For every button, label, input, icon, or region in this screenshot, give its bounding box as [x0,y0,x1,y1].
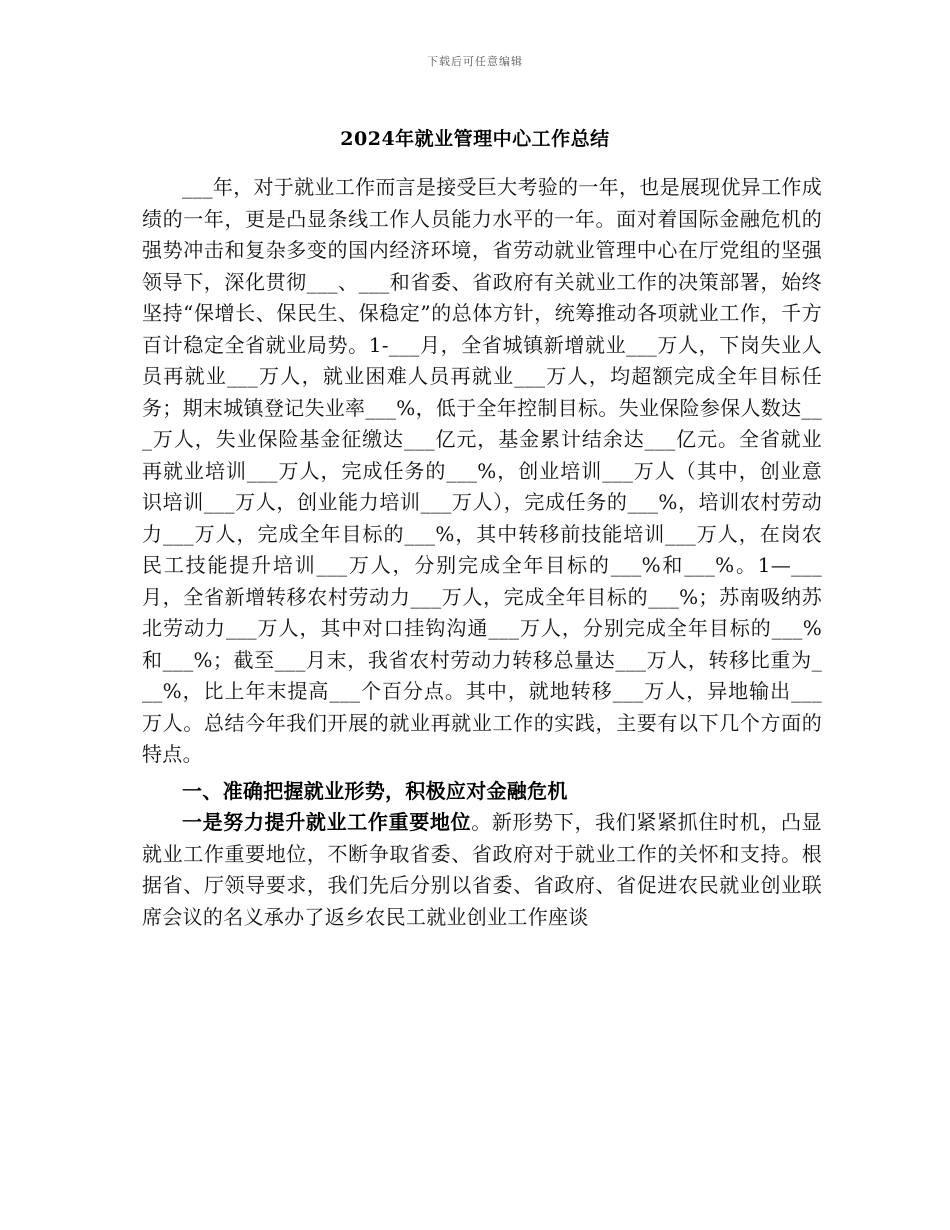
document-title: 2024年就业管理中心工作总结 [340,128,610,150]
paragraph-section1-point1 [142,807,822,933]
paragraph-rest: 。新形势下，我们紧紧抓住时机，凸显就业工作重要地位，不断争取省委、省政府对于就业工作的关怀和支持。根据省、厅领导要求，我们先后分别以省委、省政府、省促进农民就业创业联席会议的名义承办了返乡农民工就业创业工作座谈 [142,810,822,929]
paragraph-lead: 一是努力提升就业工作重要地位 [182,810,472,834]
section-heading-1: 一、准确把握就业形势，积极应对金融危机 [182,778,568,803]
paragraph-intro: ___年，对于就业工作而言是接受巨大考验的一年，也是展现优异工作成绩的一年，更是凸显条线工作人员能力水平的一年。面对着国际金融危机的强势冲击和复杂多变的国内经济环境，省劳动就业管理中心在厅党组的坚强领导下，深化贯彻___、___和省委、省政府有关就业工作的决策部署，始终坚持“保增长、保民生、保稳定”的总体方针，统筹推动各项就业工作，千方百计稳定全省就业局势。1-___月，全省城镇新增就业___万人，下岗失业人员再就业___万人，就业困难人员再就业___万人，均超额完成全年目标任务；期末城镇登记失业率___%，低于全年控制目标。失业保险参保人数达___万人，失业保险基金征缴达___亿元，基金累计结余达___亿元。全省就业再就业培训___万人，完成任务的___%，创业培训___万人（其中，创业意识培训___万人，创业能力培训___万人），完成任务的___%，培训农村劳动力___万人，完成全年目标的___%，其中转移前技能培训___万人，在岗农民工技能提升培训___万人，分别完成全年目标的___%和___%。1—___月，全省新增转移农村劳动力___万人，完成全年目标的___%；苏南吸纳苏北劳动力___万人，其中对口挂钩沟通___万人，分别完成全年目标的___%和___%；截至___月末，我省农村劳动力转移总量达___万人，转移比重为___%，比上年末提高___个百分点。其中，就地转移___万人，异地输出___万人。总结今年我们开展的就业再就业工作的实践，主要有以下几个方面的特点。 [142,175,822,766]
document-body [142,172,822,933]
header-note: 下载后可任意编辑 [427,55,523,68]
